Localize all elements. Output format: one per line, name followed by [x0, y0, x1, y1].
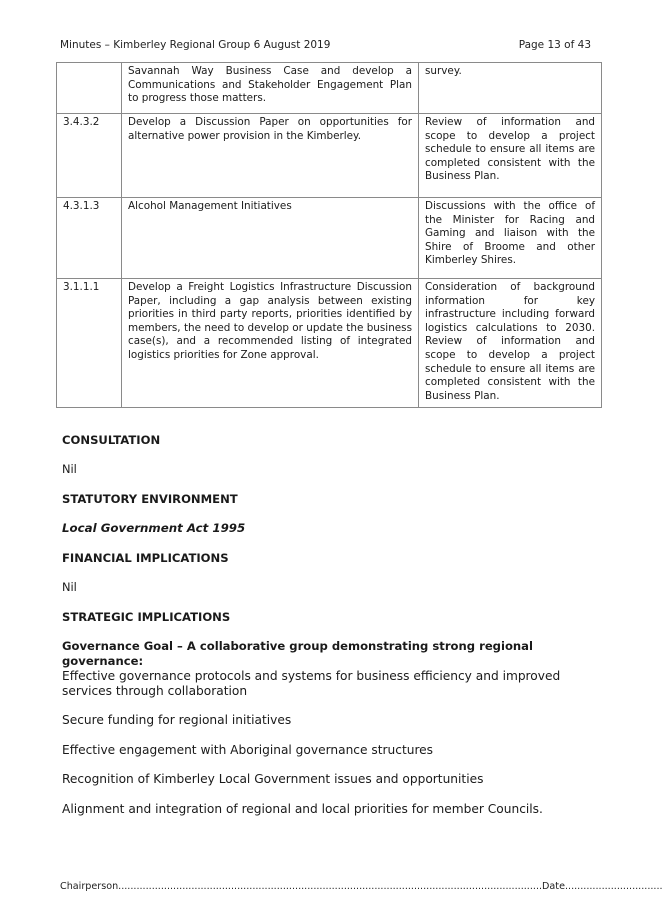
- strategy-item: Recognition of Kimberley Local Government issues and opportunities: [62, 772, 484, 786]
- table-cell-action: Alcohol Management Initiatives: [122, 198, 419, 279]
- header-title: Minutes – Kimberley Regional Group 6 August 2019: [60, 39, 331, 51]
- financial-text: Nil: [62, 580, 77, 594]
- statutory-heading: STATUTORY ENVIRONMENT: [62, 492, 238, 506]
- table-cell-code: 3.1.1.1: [57, 279, 122, 408]
- strategy-item: Effective governance protocols and systems for business efficiency and improved services through collaboration: [62, 669, 561, 698]
- page-number: Page 13 of 43: [518, 39, 591, 51]
- strategy-item: Alignment and integration of regional and local priorities for member Councils.: [62, 802, 543, 816]
- table-row: [57, 198, 602, 279]
- table-row: [57, 279, 602, 408]
- financial-heading: FINANCIAL IMPLICATIONS: [62, 551, 229, 565]
- statutory-text: Local Government Act 1995: [62, 521, 246, 535]
- strategy-item: Effective engagement with Aboriginal governance structures: [62, 743, 434, 757]
- governance-goal: Governance Goal – A collaborative group demonstrating strong regional governance:: [62, 639, 533, 668]
- strategic-heading: STRATEGIC IMPLICATIONS: [62, 610, 231, 624]
- table-cell-code: 3.4.3.2: [57, 114, 122, 198]
- table-cell-action: Develop a Discussion Paper on opportunities for alternative power provision in the Kimberley.: [122, 114, 419, 198]
- consultation-heading: CONSULTATION: [62, 433, 161, 447]
- table-cell-status: Consideration of background information for key infrastructure including forward logistics calculations to 2030. Review of information and scope to develop a project schedule to ensure all items are completed consistent with the Business Plan.: [419, 279, 602, 408]
- consultation-text: Nil: [62, 462, 77, 476]
- table-cell-action: Develop a Freight Logistics Infrastructure Discussion Paper, including a gap analysis between existing priorities in third party reports, priorities identified by members, the need to develop or update the business case(s), and a recommended listing of integrated logistics priorities for Zone approval.: [122, 279, 419, 408]
- table-cell-status: Review of information and scope to develop a project schedule to ensure all items are completed consistent with the Business Plan.: [419, 114, 602, 198]
- action-table: [56, 62, 602, 408]
- signature-line: Chairperson...........................................................................................................................................Date................................: [60, 881, 663, 892]
- table-row: [57, 63, 602, 114]
- table-cell-action: Savannah Way Business Case and develop a Communications and Stakeholder Engagement Plan to progress those matters.: [122, 63, 419, 114]
- page-header: [60, 39, 591, 51]
- table-cell-code: 4.3.1.3: [57, 198, 122, 279]
- strategy-item: Secure funding for regional initiatives: [62, 713, 292, 727]
- table-cell-code: [57, 63, 122, 114]
- table-cell-status: Discussions with the office of the Minister for Racing and Gaming and liaison with the Shire of Broome and other Kimberley Shires.: [419, 198, 602, 279]
- table-row: [57, 114, 602, 198]
- table-cell-status: survey.: [419, 63, 602, 114]
